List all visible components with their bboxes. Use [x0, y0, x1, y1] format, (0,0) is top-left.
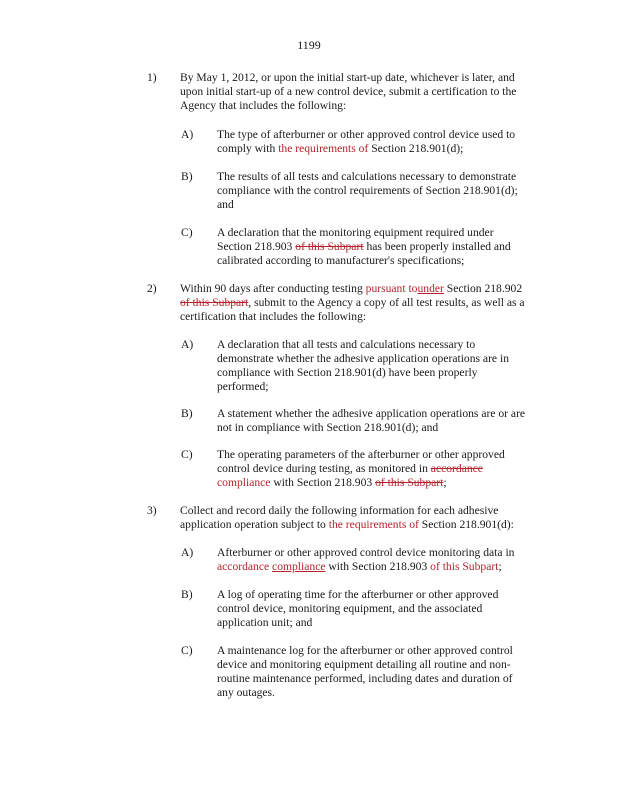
item-text — [180, 504, 514, 532]
item-number: B) — [181, 170, 193, 183]
text-line: A log of operating time for the afterburner or other approved — [217, 588, 499, 601]
text-run: Section 218.901(d): — [418, 517, 514, 531]
inserted-text: under — [417, 282, 444, 295]
inserted-text: accordance — [217, 559, 270, 573]
text-line: Afterburner or other approved control device monitoring data in — [217, 546, 515, 559]
text-run: Section 218.901(d); — [368, 141, 464, 155]
item-number: A) — [181, 338, 194, 351]
item-text — [217, 448, 505, 490]
text-run: Section 218.902 — [443, 282, 523, 295]
text-line: A declaration that the monitoring equipment required under — [217, 226, 494, 239]
text-line: and — [217, 197, 234, 211]
item-text — [217, 226, 511, 268]
text-run: Section 218.903 — [217, 239, 296, 253]
text-line: The results of all tests and calculations necessary to demonstrate — [217, 170, 517, 183]
item-text — [217, 338, 509, 394]
text-line — [217, 476, 505, 490]
text-line: upon initial start-up of a new control device, submit a certification to the — [180, 84, 517, 98]
item-number: 2) — [147, 282, 157, 295]
text-line — [217, 462, 505, 476]
item-number: C) — [181, 226, 193, 239]
inserted-text: pursuant to — [365, 282, 418, 295]
deleted-text: of this Subpart — [295, 239, 364, 253]
item-number: A) — [181, 128, 194, 141]
text-run: application operation subject to — [180, 517, 329, 531]
text-line: not in compliance with Section 218.901(d); and — [217, 420, 439, 434]
text-line — [180, 296, 525, 310]
item-text — [217, 644, 513, 700]
text-run: , submit to the Agency a copy of all test results, as well as a — [248, 295, 525, 309]
text-line: application unit; and — [217, 615, 313, 629]
text-line: calibrated according to manufacturer's specifications; — [217, 253, 465, 267]
text-line — [217, 240, 511, 254]
text-line: The type of afterburner or other approved control device used to — [217, 128, 516, 141]
item-text — [217, 588, 498, 630]
text-line: By May 1, 2012, or upon the initial start-up date, whichever is later, and — [180, 71, 515, 84]
text-line — [217, 142, 515, 156]
item-number: B) — [181, 407, 193, 420]
text-run: ; — [443, 475, 447, 489]
item-number: C) — [181, 448, 193, 461]
text-line: A statement whether the adhesive application operations are or are — [217, 407, 526, 420]
text-line: any outages. — [217, 685, 275, 699]
text-line: control device, monitoring equipment, and the associated — [217, 601, 483, 615]
text-line: compliance with Section 218.901(d) have been properly — [217, 365, 478, 379]
page-number: 1199 — [297, 38, 321, 52]
item-text — [180, 282, 525, 324]
deleted-text: of this Subpart — [375, 475, 444, 489]
text-line: device and monitoring equipment detailing all routine and non- — [217, 657, 511, 671]
inserted-text: compliance — [272, 559, 326, 573]
text-line — [180, 518, 514, 532]
item-number: A) — [181, 546, 194, 559]
item-number: 3) — [147, 504, 157, 517]
text-line: certification that includes the following: — [180, 309, 367, 323]
item-text — [217, 546, 514, 574]
text-run: with Section 218.903 — [270, 475, 376, 489]
item-number: B) — [181, 588, 193, 601]
item-text — [217, 407, 525, 435]
item-number: C) — [181, 644, 193, 657]
item-text — [180, 71, 516, 113]
deleted-text: of this Subpart — [180, 295, 249, 309]
inserted-text: of this Subpart — [430, 559, 499, 573]
item-text — [217, 170, 518, 212]
text-run: control device during testing, as monitored in — [217, 461, 431, 475]
inserted-text: the requirements of — [278, 141, 369, 155]
text-line: demonstrate whether the adhesive application operations are in — [217, 351, 509, 365]
text-line: performed; — [217, 379, 269, 393]
text-run: comply with — [217, 141, 279, 155]
text-run: with Section 218.903 — [325, 559, 431, 573]
text-line — [217, 560, 514, 574]
item-text — [217, 128, 515, 156]
inserted-text: compliance — [217, 475, 271, 489]
deleted-text: accordance — [430, 461, 483, 475]
text-line: The operating parameters of the afterburner or other approved — [217, 448, 505, 461]
text-line: A declaration that all tests and calculations necessary to — [217, 338, 476, 351]
text-run: Within 90 days after conducting testing — [180, 282, 366, 295]
item-number: 1) — [147, 71, 157, 84]
text-run: has been properly installed and — [363, 239, 511, 253]
text-line: Agency that includes the following: — [180, 98, 347, 112]
text-line: Collect and record daily the following information for each adhesive — [180, 504, 499, 517]
inserted-text: the requirements of — [328, 517, 419, 531]
text-line: compliance with the control requirements of Section 218.901(d); — [217, 183, 518, 197]
text-line: routine maintenance performed, including dates and duration of — [217, 671, 513, 685]
text-line: A maintenance log for the afterburner or other approved control — [217, 644, 513, 657]
text-line — [180, 282, 525, 296]
text-run: ; — [498, 559, 502, 573]
